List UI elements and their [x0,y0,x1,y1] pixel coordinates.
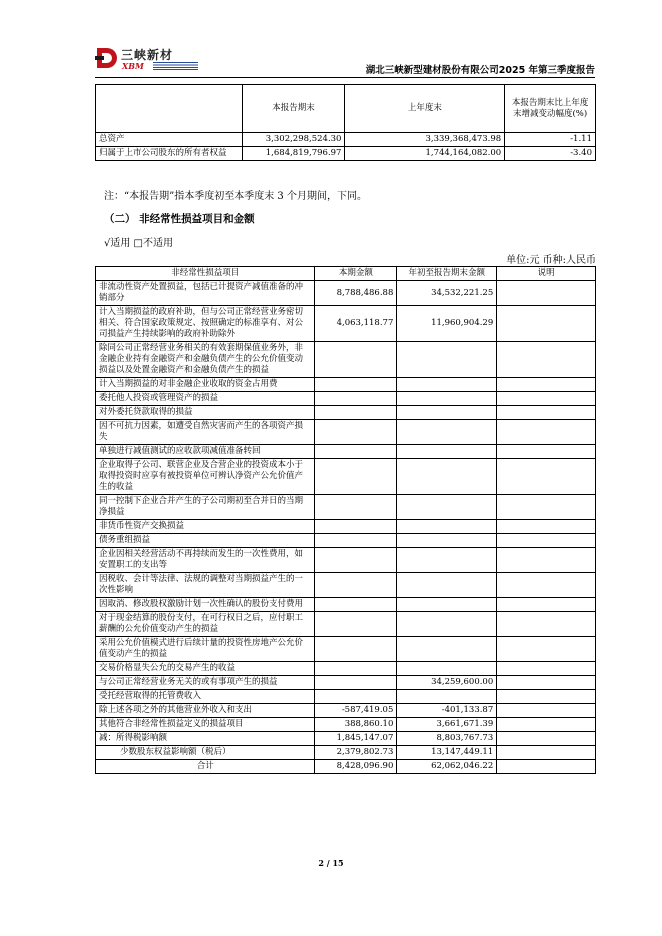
row-label: 总资产 [96,133,243,147]
remark-cell [497,306,596,342]
amount-cell [397,342,497,378]
item-label: 采用公允价值模式进行后续计量的投资性房地产公允价值变动产生的损益 [96,637,315,662]
remark-cell [497,746,596,760]
table-row [96,573,596,598]
header-cell: 年初至报告期末金额 [397,267,497,281]
remark-cell [497,534,596,548]
amount-cell: 2,379,802.73 [315,746,397,760]
value-cell: -1.11 [505,133,596,147]
remark-cell [497,406,596,420]
amount-cell: 388,860.10 [315,718,397,732]
remark-cell [497,760,596,774]
remark-cell [497,612,596,637]
remark-cell [497,520,596,534]
header-cell: 本期金额 [315,267,397,281]
item-label: 交易价格显失公允的交易产生的收益 [96,662,315,676]
amount-cell: -401,133.87 [397,704,497,718]
value-cell: -3.40 [505,147,596,161]
remark-cell [497,495,596,520]
report-title: 湖北三峡新型建材股份有限公司2025 年第三季度报告 [365,65,595,76]
amount-cell [315,420,397,445]
logo-cn-text: 三峡新材 [121,48,174,62]
amount-cell [397,459,497,495]
amount-cell: 8,428,096.90 [315,760,397,774]
amount-cell: 62,062,046.22 [397,760,497,774]
header-cell: 非经常性损益项目 [96,267,315,281]
amount-cell [315,459,397,495]
amount-cell [397,690,497,704]
total-row [96,760,596,774]
amount-cell [315,662,397,676]
table-row [96,598,596,612]
table-row [96,378,596,392]
item-label: 同一控制下企业合并产生的子公司期初至合并日的当期净损益 [96,495,315,520]
section-title: （二） 非经常性损益项目和金额 [104,213,255,225]
amount-cell [315,495,397,520]
amount-cell [315,342,397,378]
table-row [96,445,596,459]
logo-mark-icon [95,46,117,70]
remark-cell [497,281,596,306]
table-row [96,281,596,306]
item-label: 企业取得子公司、联营企业及合营企业的投资成本小于取得投资时应享有被投资单位可辨认净资产公允价值产生的收益 [96,459,315,495]
page-header [95,44,595,78]
remark-cell [497,732,596,746]
amount-cell: -587,419.05 [315,704,397,718]
table-row [96,406,596,420]
table-row [96,548,596,573]
remark-cell [497,392,596,406]
amount-cell: 13,147,449.11 [397,746,497,760]
table-row [96,520,596,534]
remark-cell [497,676,596,690]
remark-cell [497,548,596,573]
header-cell: 本报告期末 [242,85,345,133]
table-row [96,718,596,732]
item-label: 减：所得税影响额 [96,732,315,746]
table-row [96,732,596,746]
item-label: 委托他人投资或管理资产的损益 [96,392,315,406]
row-label: 归属于上市公司股东的所有者权益 [96,147,243,161]
amount-cell [397,534,497,548]
remark-cell [497,378,596,392]
amount-cell [315,406,397,420]
non-recurring-items-table [95,266,596,774]
table-row [96,495,596,520]
table-row [96,306,596,342]
item-label: 对外委托贷款取得的损益 [96,406,315,420]
remark-cell [497,704,596,718]
remark-cell [497,445,596,459]
amount-cell [315,445,397,459]
amount-cell [315,378,397,392]
remark-cell [497,662,596,676]
header-cell: 上年度末 [345,85,505,133]
amount-cell [315,548,397,573]
item-label: 除上述各项之外的其他营业外收入和支出 [96,704,315,718]
amount-cell: 8,803,767.73 [397,732,497,746]
amount-cell [397,612,497,637]
item-label: 单独进行减值测试的应收款项减值准备转回 [96,445,315,459]
amount-cell [397,420,497,445]
applicability-line: √适用 □不适用 [104,238,173,249]
amount-cell: 1,845,147.07 [315,732,397,746]
amount-cell [397,637,497,662]
remark-cell [497,598,596,612]
item-label: 非货币性资产交换损益 [96,520,315,534]
period-note: 注：“本报告期”指本季度初至本季度末 3 个月期间，下同。 [104,191,367,202]
amount-cell [397,598,497,612]
remark-cell [497,690,596,704]
item-label: 因取消、修改股权激励计划一次性确认的股份支付费用 [96,598,315,612]
logo-lines-icon [153,62,198,70]
value-cell: 3,339,368,473.98 [345,133,505,147]
header-cell: 本报告期末比上年度末增减变动幅度(%) [505,85,596,133]
logo-en-text: XBM [122,61,144,71]
remark-cell [497,420,596,445]
table-header-row [96,85,596,133]
amount-cell [315,598,397,612]
table-row [96,690,596,704]
remark-cell [497,573,596,598]
amount-cell: 8,788,486.88 [315,281,397,306]
amount-cell [315,676,397,690]
item-label: 受托经营取得的托管费收入 [96,690,315,704]
amount-cell [397,573,497,598]
amount-cell [397,495,497,520]
remark-cell [497,459,596,495]
item-label: 非流动性资产处置损益，包括已计提资产减值准备的冲销部分 [96,281,315,306]
header-cell: 说明 [497,267,596,281]
item-label: 其他符合非经常性损益定义的损益项目 [96,718,315,732]
company-logo [95,44,215,74]
amount-cell [397,520,497,534]
table-header-row [96,267,596,281]
amount-cell [315,612,397,637]
amount-cell [315,534,397,548]
amount-cell [397,662,497,676]
table-row [96,704,596,718]
value-cell: 1,684,819,796.97 [242,147,345,161]
remark-cell [497,718,596,732]
header-divider [95,77,595,78]
item-label: 债务重组损益 [96,534,315,548]
amount-cell: 3,661,671.39 [397,718,497,732]
item-label: 对于现金结算的股份支付，在可行权日之后，应付职工薪酬的公允价值变动产生的损益 [96,612,315,637]
amount-cell [397,392,497,406]
amount-cell: 11,960,904.29 [397,306,497,342]
table-row [96,133,596,147]
page-number: 2 / 15 [318,858,344,868]
remark-cell [497,637,596,662]
amount-cell [315,520,397,534]
amount-cell [315,392,397,406]
unit-currency-line: 单位:元 币种:人民币 [506,255,596,266]
table-row [96,459,596,495]
amount-cell [397,378,497,392]
item-label: 计入当期损益的政府补助，但与公司正常经营业务密切相关、符合国家政策规定、按照确定的标准享有、对公司损益产生持续影响的政府补助除外 [96,306,315,342]
table-row [96,637,596,662]
amount-cell [397,406,497,420]
balance-summary-table [95,84,596,161]
table-row [96,342,596,378]
table-row [96,746,596,760]
item-label: 企业因相关经营活动不再持续而发生的一次性费用，如安置职工的支出等 [96,548,315,573]
table-row [96,420,596,445]
table-row [96,534,596,548]
remark-cell [497,342,596,378]
table-row [96,612,596,637]
table-row [96,676,596,690]
amount-cell: 34,532,221.25 [397,281,497,306]
amount-cell: 34,259,600.00 [397,676,497,690]
amount-cell [315,690,397,704]
value-cell: 1,744,164,082.00 [345,147,505,161]
amount-cell [315,573,397,598]
amount-cell [397,445,497,459]
amount-cell [397,548,497,573]
item-label: 少数股东权益影响额（税后） [96,746,315,760]
item-label: 与公司正常经营业务无关的或有事项产生的损益 [96,676,315,690]
header-cell [96,85,243,133]
table-row [96,147,596,161]
item-label: 计入当期损益的对非金融企业收取的资金占用费 [96,378,315,392]
value-cell: 3,302,298,524.30 [242,133,345,147]
amount-cell [315,637,397,662]
table-row [96,392,596,406]
item-label: 合计 [96,760,315,774]
item-label: 因税收、会计等法律、法规的调整对当期损益产生的一次性影响 [96,573,315,598]
amount-cell: 4,063,118.77 [315,306,397,342]
item-label: 除同公司正常经营业务相关的有效套期保值业务外，非金融企业持有金融资产和金融负债产生的公允价值变动损益以及处置金融资产和金融负债产生的损益 [96,342,315,378]
item-label: 因不可抗力因素，如遭受自然灾害而产生的各项资产损失 [96,420,315,445]
table-row [96,662,596,676]
